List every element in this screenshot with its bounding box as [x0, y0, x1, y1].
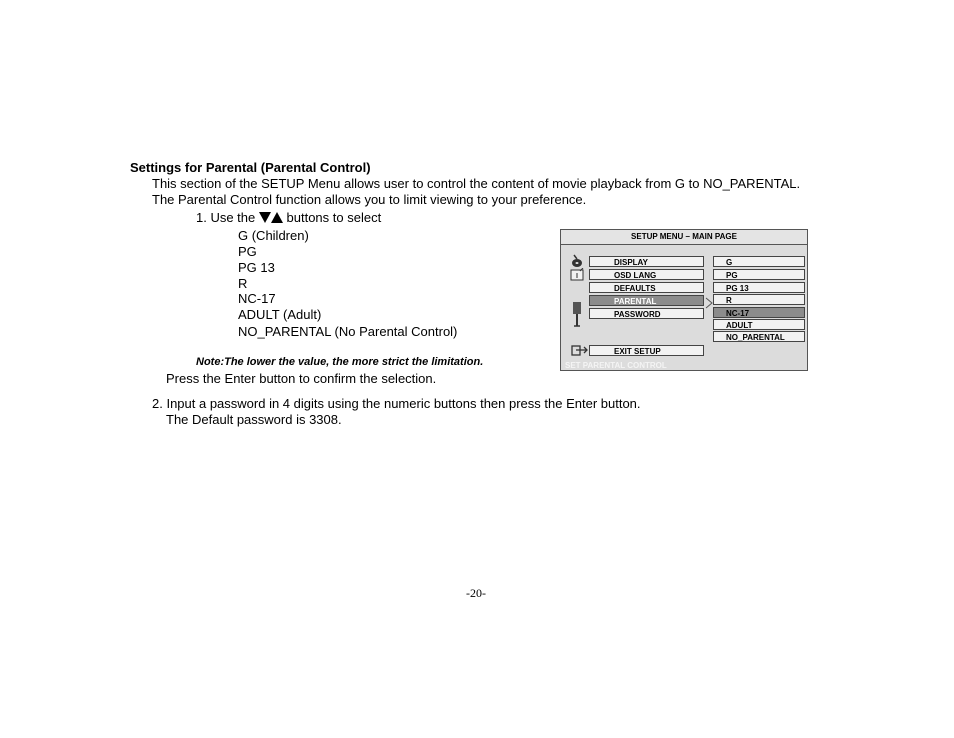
down-triangle-icon [259, 212, 271, 223]
menu-item-parental[interactable]: PARENTAL [589, 295, 704, 306]
step-2-line-1: 2. Input a password in 4 digits using the numeric buttons then press the Enter button. [152, 396, 641, 411]
rating-item: G (Children) [238, 228, 309, 243]
step-1-prefix: 1. Use the [196, 210, 256, 225]
tv-icon [570, 268, 585, 281]
page-number: -20- [466, 586, 486, 600]
note: Note:The lower the value, the more strict the limitation. [196, 356, 484, 368]
menu-item-osd-lang[interactable]: OSD LANG [589, 269, 704, 280]
exit-icon [571, 344, 589, 356]
option-g[interactable]: G [713, 256, 805, 267]
exit-setup-button[interactable]: EXIT SETUP [589, 345, 704, 356]
confirm-text: Press the Enter button to confirm the selection. [166, 371, 437, 386]
option-no-parental[interactable]: NO_PARENTAL [713, 331, 805, 342]
disc-icon [570, 254, 584, 268]
setup-menu-screenshot [560, 229, 808, 371]
option-nc-17[interactable]: NC-17 [713, 307, 805, 318]
step-2-line-2: The Default password is 3308. [166, 412, 342, 427]
rating-item: PG 13 [238, 260, 275, 275]
option-r[interactable]: R [713, 294, 805, 305]
intro-line-1: This section of the SETUP Menu allows user to control the content of movie playback from G to NO_PARENTAL. [152, 176, 801, 191]
setup-status-text: SET PARENTAL CONTROL [565, 361, 667, 370]
step-1-suffix: buttons to select [286, 210, 382, 225]
rating-item: ADULT (Adult) [238, 307, 322, 322]
submenu-arrow-icon [705, 297, 713, 309]
up-triangle-icon [271, 212, 283, 223]
setup-menu-title: SETUP MENU – MAIN PAGE [561, 230, 807, 245]
option-pg[interactable]: PG [713, 269, 805, 280]
step-1 [196, 210, 381, 226]
rating-item: R [238, 276, 248, 291]
section-heading: Settings for Parental (Parental Control) [130, 160, 371, 175]
intro-line-2: The Parental Control function allows you to limit viewing to your preference. [152, 192, 587, 207]
rating-item: NO_PARENTAL (No Parental Control) [238, 324, 458, 339]
menu-item-display[interactable]: DISPLAY [589, 256, 704, 267]
menu-item-defaults[interactable]: DEFAULTS [589, 282, 704, 293]
speaker-icon [571, 302, 583, 328]
option-adult[interactable]: ADULT [713, 319, 805, 330]
rating-item: PG [238, 244, 257, 259]
option-pg-13[interactable]: PG 13 [713, 282, 805, 293]
menu-item-password[interactable]: PASSWORD [589, 308, 704, 319]
rating-item: NC-17 [238, 291, 276, 306]
